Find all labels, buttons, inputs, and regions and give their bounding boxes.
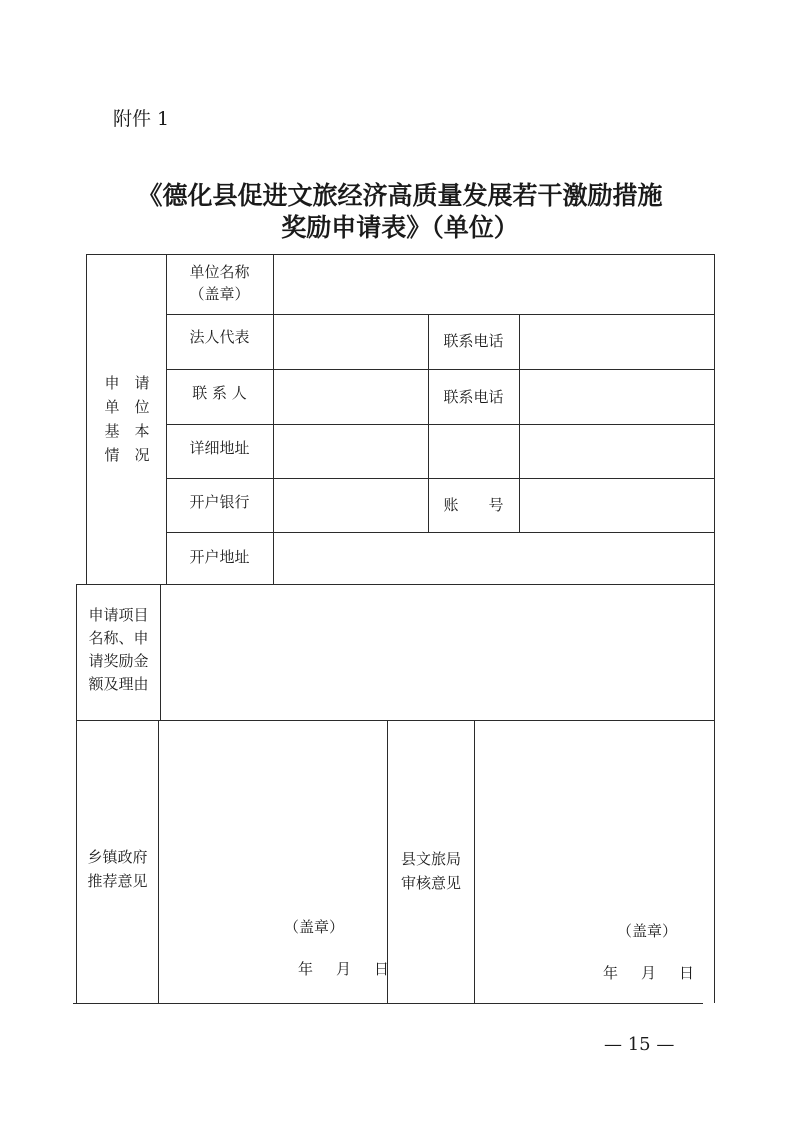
- township-label-line: 推荐意见: [87, 872, 148, 890]
- bureau-opinion-field[interactable]: [475, 721, 713, 1002]
- attachment-label: 附件 1: [113, 108, 170, 130]
- project-description-field[interactable]: [161, 585, 713, 719]
- side-label-line: 基 本: [104, 422, 150, 440]
- bureau-opinion-label: [388, 847, 474, 895]
- table-border-right: [714, 254, 715, 1003]
- contact-person-field[interactable]: [274, 370, 427, 423]
- bureau-date-text: 年 月 日: [603, 964, 699, 982]
- side-label-line: 申 请: [104, 374, 150, 392]
- township-label-line: 乡镇政府: [87, 848, 148, 866]
- project-label-line: 额及理由: [88, 675, 149, 693]
- township-opinion-label: [77, 845, 158, 893]
- account-label: 账 号: [443, 496, 504, 514]
- document-title-line-2: 奖励申请表》（单位）: [281, 213, 519, 242]
- legal-rep-field[interactable]: [274, 315, 427, 368]
- document-title-line-1: 《德化县促进文旅经济高质量发展若干激励措施: [137, 181, 663, 210]
- applicant-basic-info-label: [90, 371, 164, 467]
- address-field[interactable]: [274, 425, 713, 477]
- project-label-line: 名称、申: [88, 629, 149, 647]
- township-date-text: 年 月 日: [298, 960, 394, 978]
- project-info-label: [77, 604, 160, 696]
- address-label: 详细地址: [189, 439, 250, 457]
- contact-person-label: 联 系 人: [192, 384, 247, 402]
- bank-label: 开户银行: [189, 493, 250, 511]
- bureau-seal-text: （盖章）: [617, 922, 678, 940]
- unit-name-label: [166, 261, 273, 305]
- project-label-line: 申请项目: [88, 606, 149, 624]
- contact-phone-label: 联系电话: [443, 388, 504, 406]
- page-number: — 15 —: [604, 1034, 675, 1055]
- legal-rep-phone-label: 联系电话: [443, 332, 504, 350]
- bureau-label-line: 审核意见: [400, 874, 461, 892]
- township-seal-text: （盖章）: [284, 918, 345, 936]
- side-label-line: 情 况: [104, 446, 150, 464]
- project-label-line: 请奖励金: [88, 652, 149, 670]
- contact-phone-field[interactable]: [520, 370, 713, 423]
- bank-field[interactable]: [274, 479, 427, 531]
- legal-rep-phone-field[interactable]: [520, 315, 713, 368]
- side-label-line: 单 位: [104, 398, 150, 416]
- unit-name-field[interactable]: [274, 255, 713, 313]
- bank-address-label: 开户地址: [189, 548, 250, 566]
- unit-name-label-text: 单位名称: [189, 263, 250, 281]
- legal-rep-label: 法人代表: [189, 328, 250, 346]
- bank-address-field[interactable]: [274, 533, 713, 583]
- bureau-label-line: 县文旅局: [400, 850, 461, 868]
- table-border-bottom: [73, 1003, 703, 1004]
- table-border-left: [86, 254, 87, 584]
- unit-name-seal-text: （盖章）: [189, 285, 250, 303]
- account-field[interactable]: [520, 479, 713, 531]
